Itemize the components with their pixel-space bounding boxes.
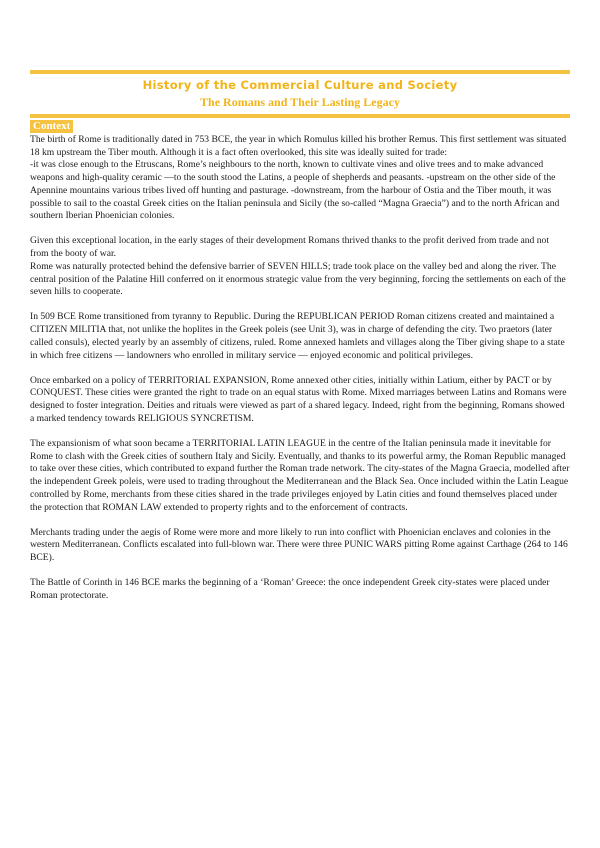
document-body: [30, 116, 570, 603]
paragraph-seven-hills: Rome was naturally protected behind the defensive barrier of SEVEN HILLS; trade took place on the valley bed and along the river. The central position of the Palatine Hill conferred on it enormous strategic value from the very beginning, forcing the settlements on each of the seven hills to cooperate.: [30, 260, 566, 298]
page-title: History of the Commercial Culture and Society: [142, 78, 458, 92]
section-heading: Context: [30, 120, 73, 133]
paragraph-punic-wars: Merchants trading under the aegis of Rome were more and more likely to run into conflict with Phoenician enclaves and colonies in the western Mediterranean. Conflicts escalated into full-blown war. There were three PUNIC WARS pitting Rome against Carthage (264 to 146 BCE).: [30, 526, 568, 564]
page-subtitle: The Romans and Their Lasting Legacy: [200, 95, 400, 109]
paragraph-republic: In 509 BCE Rome transitioned from tyranny to Republic. During the REPUBLICAN PERIOD Roman citizens created and maintained a CITIZEN MILITIA that, not unlike the hoplites in the Greek poleis (see Unit 3), was in charge of defending the city. Two praetors (later called consuls), elected yearly by an assembly of citizens, ruled. Rome annexed hamlets and villages along the Tiber giving shape to a state in which free citizens — landowners who enrolled in military service — enjoyed economic and political privileges.: [30, 311, 565, 361]
paragraph-latin-league: The expansionism of what soon became a TERRITORIAL LATIN LEAGUE in the centre of the Italian peninsula made it inevitable for Rome to clash with the Greek cities of southern Italy and Sicily. Eventually, and thanks to its powerful army, the Roman Republic managed to take over these cities, which contributed to expand further the Roman trade network. The city-states of the Magna Graecia, modelled after the independent Greek poleis, were used to trading throughout the Mediterranean and the Black Sea. Once included within the Latin League controlled by Rome, merchants from these cities shared in the trade privileges enjoyed by Latin cities and found themselves placed under the protection that ROMAN LAW extended to property rights and to the enforcement of contracts.: [30, 438, 570, 513]
paragraph-location: -it was close enough to the Etruscans, Rome’s neighbours to the north, known to cultivate vines and olive trees and to make advanced weapons and high-quality ceramic —to the south stood the Latins, a people of shepherds and peasants. -upstream on the other side of the Apennine mountains various tribes lived off hunting and pasturage. -downstream, from the harbour of Ostia and the Tiber mouth, it was possible to sail to the coastal Greek cities on the Italian peninsula and Sicily (the so-called “Magna Graecia”) and to the north African and southern Iberian Phoenician colonies.: [30, 159, 560, 222]
paragraph-expansion: Once embarked on a policy of TERRITORIAL EXPANSION, Rome annexed other cities, initially within Latium, either by PACT or by CONQUEST. These cities were granted the right to trade on an equal status with Rome. Mixed marriages between Latins and Romans were designed to foster integration. Deities and rituals were viewed as part of a shared legacy. Indeed, right from the beginning, Romans showed a marked tendency towards RELIGIOUS SYNCRETISM.: [30, 374, 567, 424]
header-rule-top: [30, 70, 570, 74]
paragraph-corinth: The Battle of Corinth in 146 BCE marks the beginning of a ‘Roman’ Greece: the once independent Greek city-states were placed under Roman protectorate.: [30, 577, 550, 602]
paragraph-trade: Given this exceptional location, in the early stages of their development Romans thrived thanks to the profit derived from trade and not from the booty of war.: [30, 235, 549, 260]
paragraph-intro: The birth of Rome is traditionally dated in 753 BCE, the year in which Romulus killed his brother Remus. This first settlement was situated 18 km upstream the Tiber mouth. Although it is a fact often overlooked, this site was ideally suited for trade:: [30, 134, 567, 158]
